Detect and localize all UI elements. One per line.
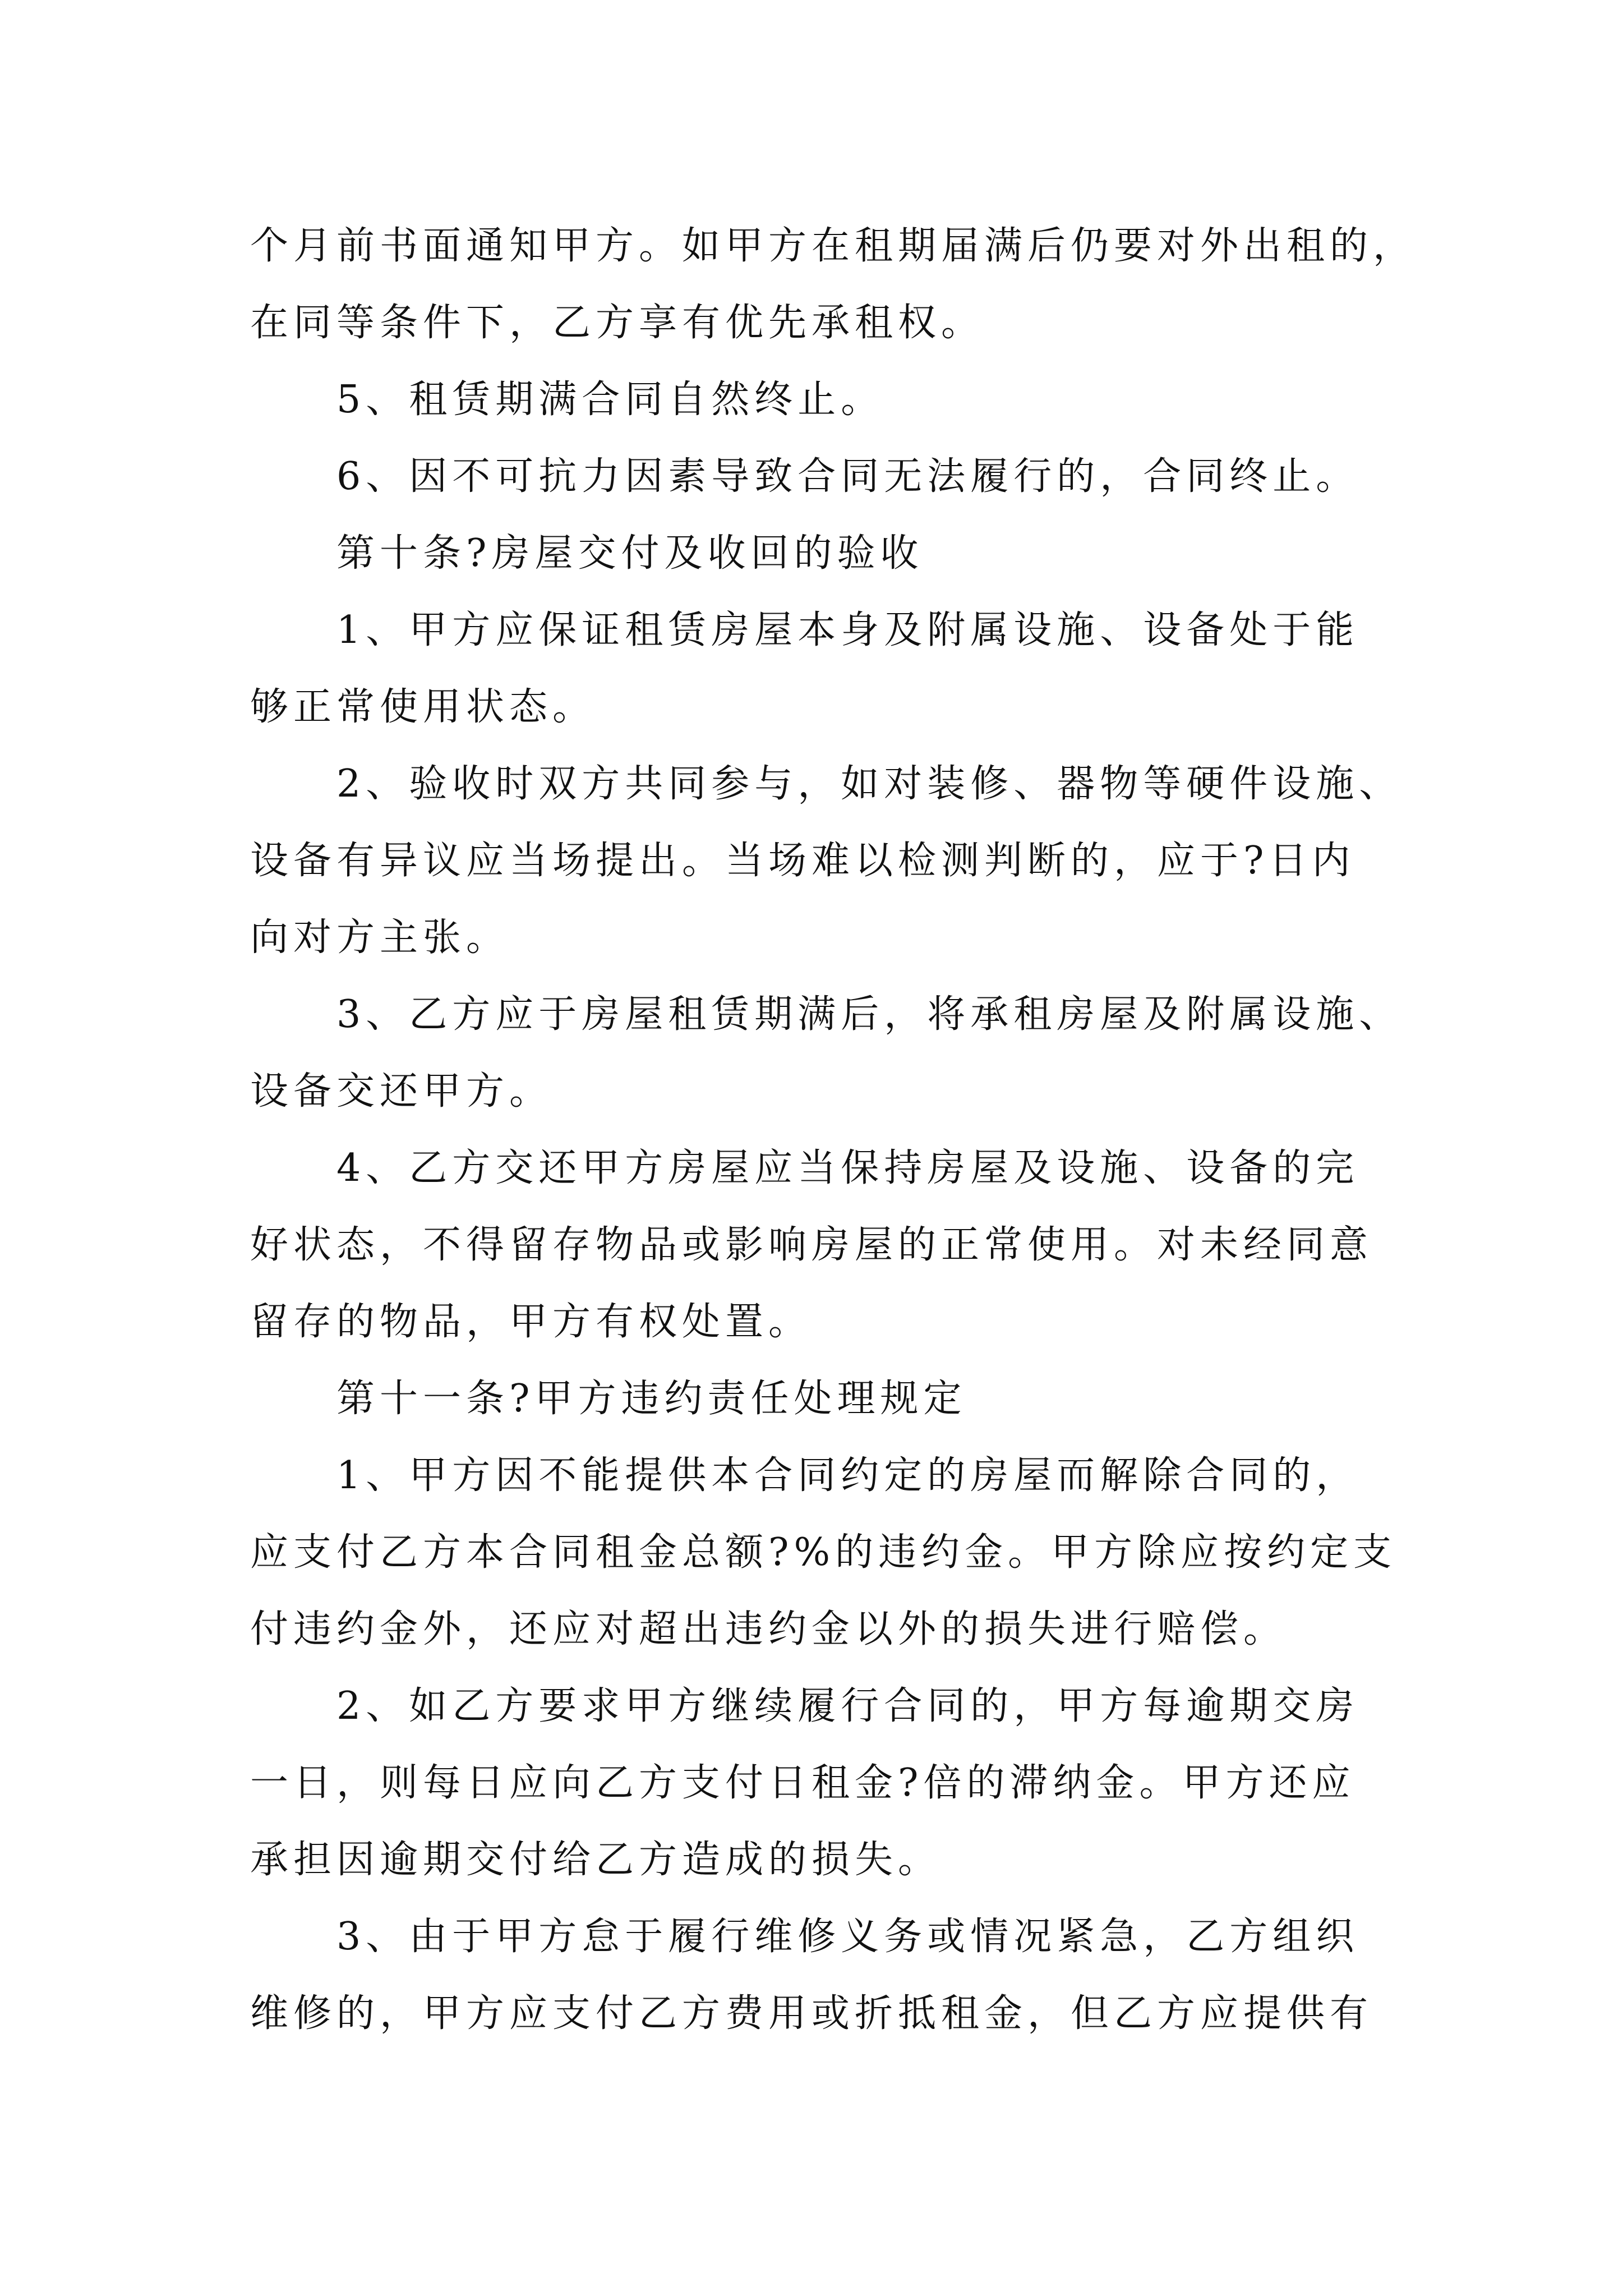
paragraph-article-11 <box>250 1360 1439 1437</box>
text-line: 留存的物品，甲方有权处置。 <box>250 1300 812 1344</box>
paragraph-art10-item-2 <box>250 746 1439 976</box>
text-line: 好状态，不得留存物品或影响房屋的正常使用。对未经同意 <box>250 1223 1373 1267</box>
paragraph-art11-item-1 <box>250 1437 1439 1668</box>
text-line: 承担因逾期交付给乙方造成的损失。 <box>250 1838 942 1882</box>
paragraph-article-10 <box>250 515 1439 592</box>
text-line: 第十一条?甲方违约责任处理规定 <box>336 1377 967 1421</box>
paragraph-art10-item-4 <box>250 1130 1439 1360</box>
text-line: 在同等条件下，乙方享有优先承租权。 <box>250 301 985 345</box>
text-line: 3、乙方应于房屋租赁期满后，将承租房屋及附属设施、 <box>336 992 1403 1037</box>
text-line: 4、乙方交还甲方房屋应当保持房屋及设施、设备的完 <box>336 1146 1359 1190</box>
paragraph-item-6 <box>250 438 1439 515</box>
text-line: 6、因不可抗力因素导致合同无法履行的，合同终止。 <box>336 454 1359 499</box>
text-line: 够正常使用状态。 <box>250 685 596 729</box>
text-line: 3、由于甲方怠于履行维修义务或情况紧急，乙方组织 <box>336 1915 1359 1959</box>
text-line: 1、甲方因不能提供本合同约定的房屋而解除合同的， <box>336 1453 1359 1498</box>
text-line: 1、甲方应保证租赁房屋本身及附属设施、设备处于能 <box>336 608 1359 652</box>
text-line: 应支付乙方本合同租金总额?%的违约金。甲方除应按约定支 <box>250 1530 1397 1575</box>
text-line: 一日，则每日应向乙方支付日租金?倍的滞纳金。甲方还应 <box>250 1761 1355 1805</box>
paragraph-art10-item-1 <box>250 592 1439 746</box>
paragraph-continuation <box>250 208 1439 361</box>
paragraph-item-5 <box>250 361 1439 438</box>
text-line: 2、如乙方要求甲方继续履行合同的，甲方每逾期交房 <box>336 1684 1359 1728</box>
text-line: 设备有异议应当场提出。当场难以检测判断的，应于?日内 <box>250 839 1355 883</box>
paragraph-art11-item-2 <box>250 1668 1439 1898</box>
text-line: 维修的，甲方应支付乙方费用或折抵租金，但乙方应提供有 <box>250 1991 1373 2036</box>
text-line: 第十条?房屋交付及收回的验收 <box>336 531 924 576</box>
text-line: 个月前书面通知甲方。如甲方在租期届满后仍要对外出租的， <box>250 224 1417 268</box>
document-body <box>250 208 1439 2052</box>
text-line: 向对方主张。 <box>250 915 510 960</box>
text-line: 设备交还甲方。 <box>250 1069 553 1114</box>
text-line: 2、验收时双方共同参与，如对装修、器物等硬件设施、 <box>336 762 1403 806</box>
paragraph-art10-item-3 <box>250 976 1439 1130</box>
text-line: 5、租赁期满合同自然终止。 <box>336 378 884 422</box>
paragraph-art11-item-3 <box>250 1898 1439 2052</box>
text-line: 付违约金外，还应对超出违约金以外的损失进行赔偿。 <box>250 1607 1287 1651</box>
